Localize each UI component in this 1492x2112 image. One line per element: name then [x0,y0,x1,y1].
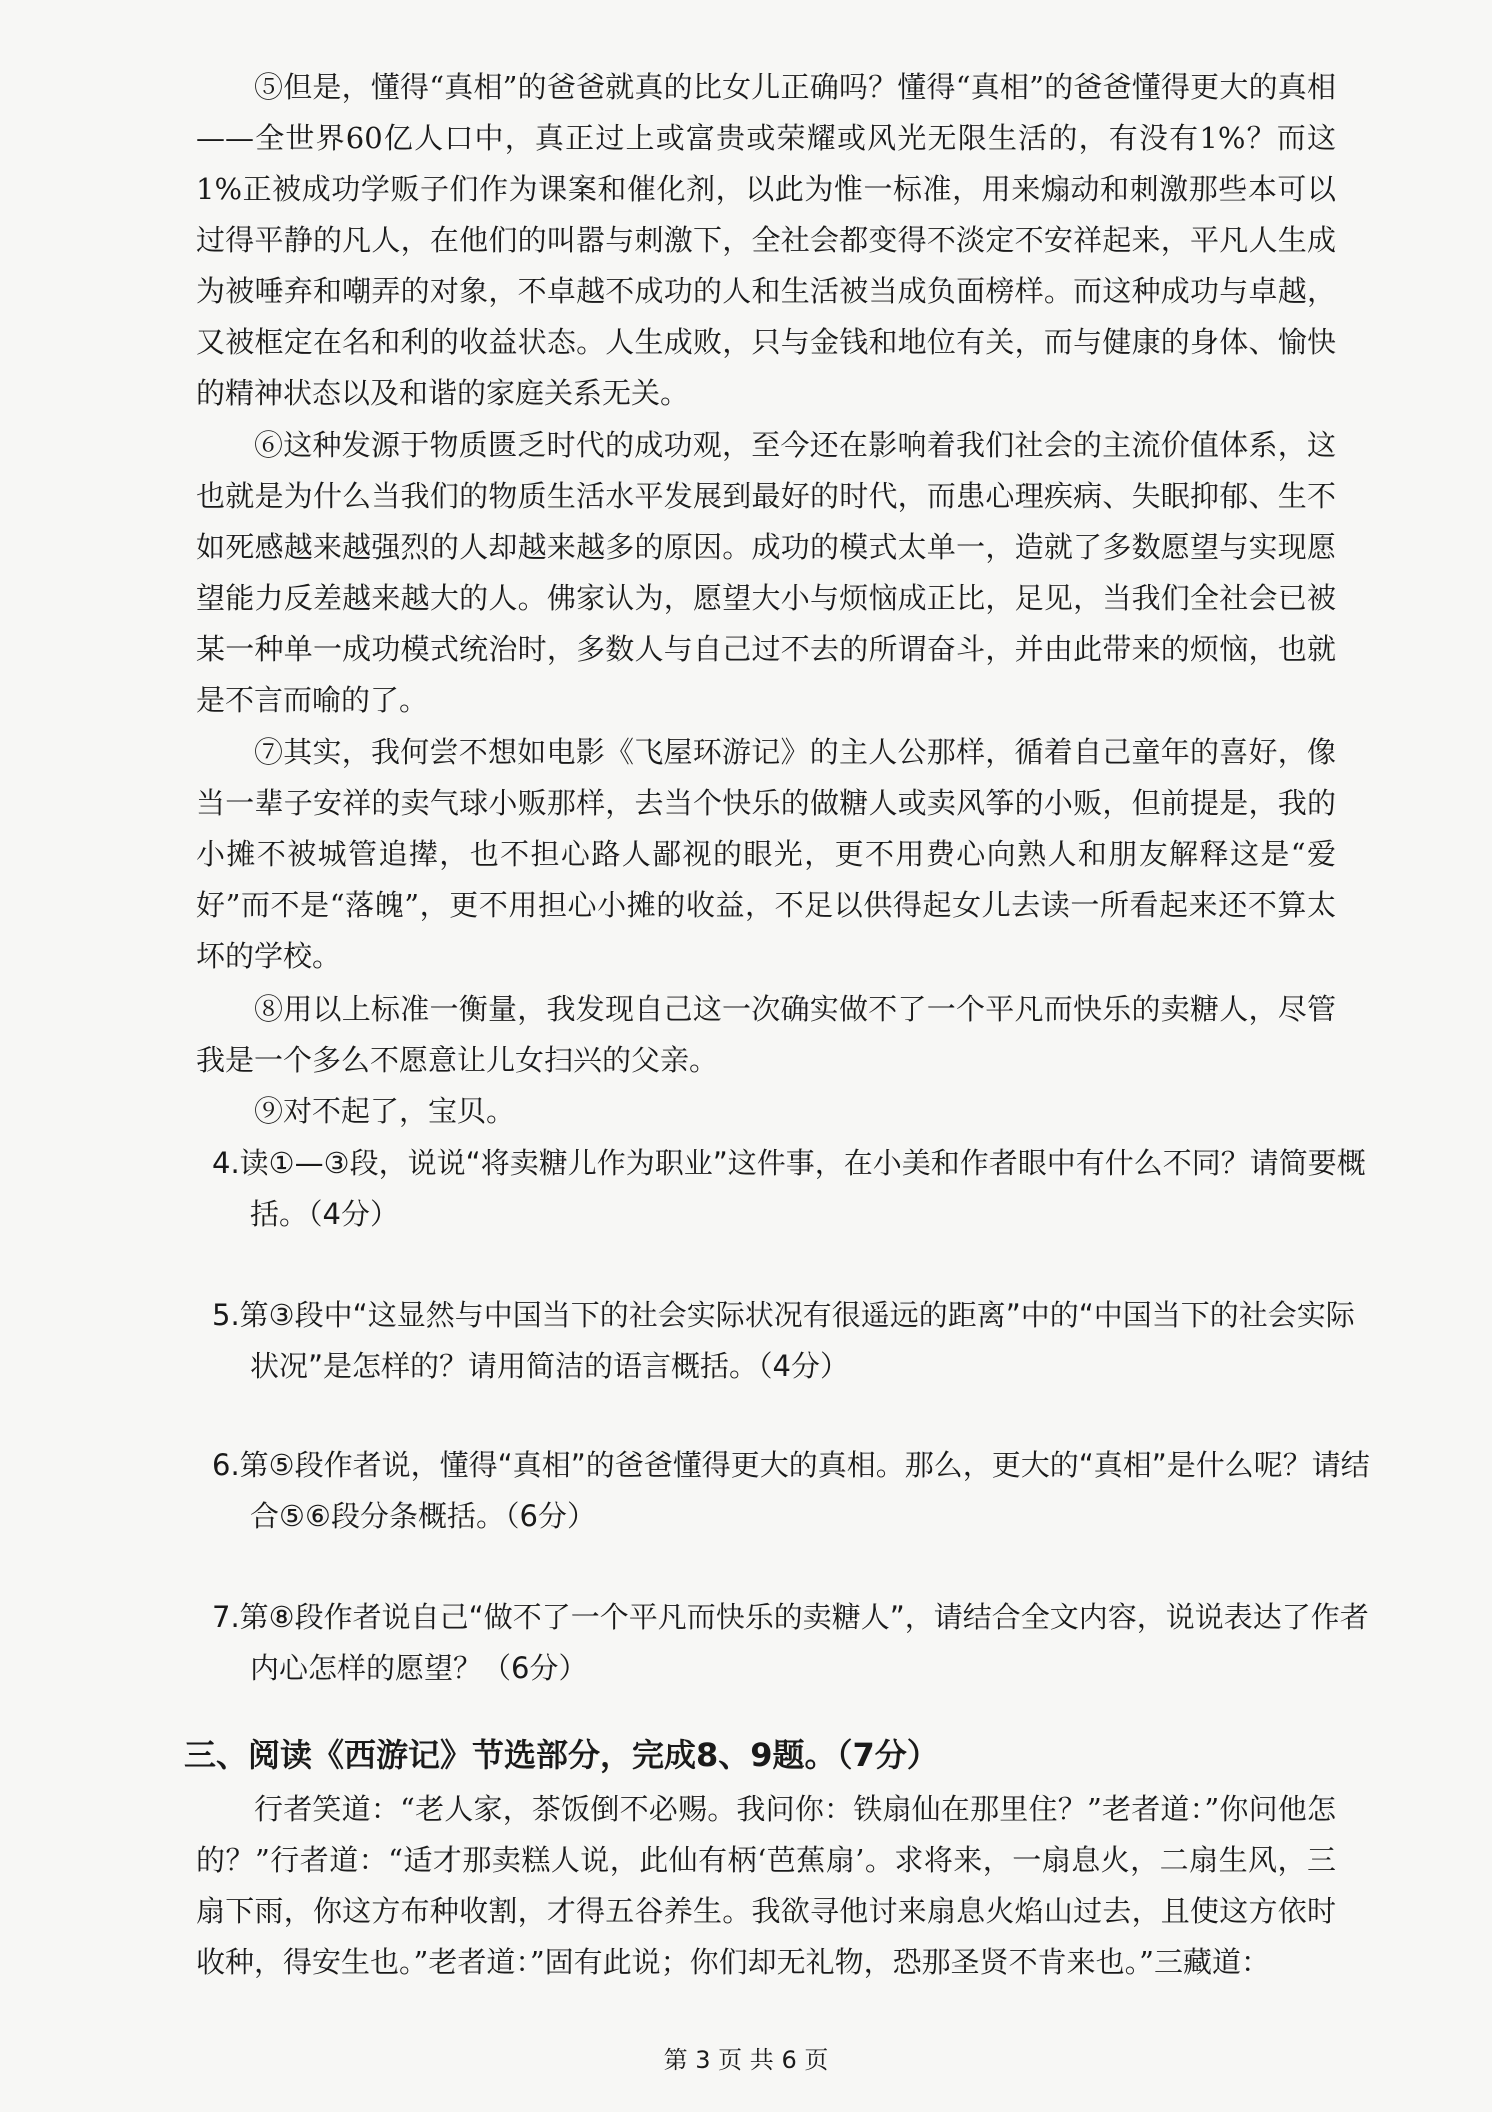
passage-paragraph-9: ⑨对不起了，宝贝。 [254,1094,516,1128]
page-number-footer: 第 3 页 共 6 页 [663,2046,829,2074]
passage-paragraph-6: ⑥这种发源于物质匮乏时代的成功观，至今还在影响着我们社会的主流价值体系，这也就是为什么当我们的物质生活水平发展到最好的时代，而患心理疾病、失眠抑郁、生不如死感越来越强烈的人却越来越多的原因。成功的模式太单一，造就了多数愿望与实现愿望能力反差越来越大的人。佛家认为，愿望大小与烦恼成正比，足见，当我们全社会已被某一种单一成功模式统治时，多数人与自己过不去的所谓奋斗，并由此带来的烦恼，也就是不言而喻的了。 [196,428,1336,717]
question-4: 4.读①—③段，说说“将卖糖儿作为职业”这件事，在小美和作者眼中有什么不同？请简要概括。（4分） [212,1146,1366,1231]
question-7: 7.第⑧段作者说自己“做不了一个平凡而快乐的卖糖人”，请结合全文内容，说说表达了作者内心怎样的愿望？（6分） [212,1600,1369,1685]
section-3-title: 三、阅读《西游记》节选部分，完成8、9题。（7分） [184,1736,939,1774]
question-5: 5.第③段中“这显然与中国当下的社会实际状况有很遥远的距离”中的“中国当下的社会实际状况”是怎样的？请用简洁的语言概括。（4分） [212,1298,1355,1383]
passage-paragraph-8: ⑧用以上标准一衡量，我发现自己这一次确实做不了一个平凡而快乐的卖糖人，尽管我是一个多么不愿意让儿女扫兴的父亲。 [196,992,1336,1077]
passage-paragraph-5: ⑤但是，懂得“真相”的爸爸就真的比女儿正确吗？懂得“真相”的爸爸懂得更大的真相——全世界60亿人口中，真正过上或富贵或荣耀或风光无限生活的，有没有1%？而这1%正被成功学贩子们作为课案和催化剂，以此为惟一标准，用来煽动和刺激那些本可以过得平静的凡人，在他们的叫嚣与刺激下，全社会都变得不淡定不安祥起来，平凡人生成为被唾弃和嘲弄的对象，不卓越不成功的人和生活被当成负面榜样。而这种成功与卓越，又被框定在名和利的收益状态。人生成败，只与金钱和地位有关，而与健康的身体、愉快的精神状态以及和谐的家庭关系无关。 [196,70,1336,410]
section-3-excerpt: 行者笑道：“老人家，茶饭倒不必赐。我问你：铁扇仙在那里住？”老者道：”你问他怎的？”行者道：“适才那卖糕人说，此仙有柄‘芭蕉扇’。求将来，一扇息火，二扇生风，三扇下雨，你这方布种收割，才得五谷养生。我欲寻他讨来扇息火焰山过去，且使这方依时收种，得安生也。”老者道：”固有此说；你们却无礼物，恐那圣贤不肯来也。”三藏道： [196,1792,1336,1979]
passage-paragraph-7: ⑦其实，我何尝不想如电影《飞屋环游记》的主人公那样，循着自己童年的喜好，像当一辈子安祥的卖气球小贩那样，去当个快乐的做糖人或卖风筝的小贩，但前提是，我的小摊不被城管追撵，也不担心路人鄙视的眼光，更不用费心向熟人和朋友解释这是“爱好”而不是“落魄”，更不用担心小摊的收益，不足以供得起女儿去读一所看起来还不算太坏的学校。 [196,735,1336,973]
question-6: 6.第⑤段作者说，懂得“真相”的爸爸懂得更大的真相。那么，更大的“真相”是什么呢？请结合⑤⑥段分条概括。（6分） [212,1448,1370,1533]
